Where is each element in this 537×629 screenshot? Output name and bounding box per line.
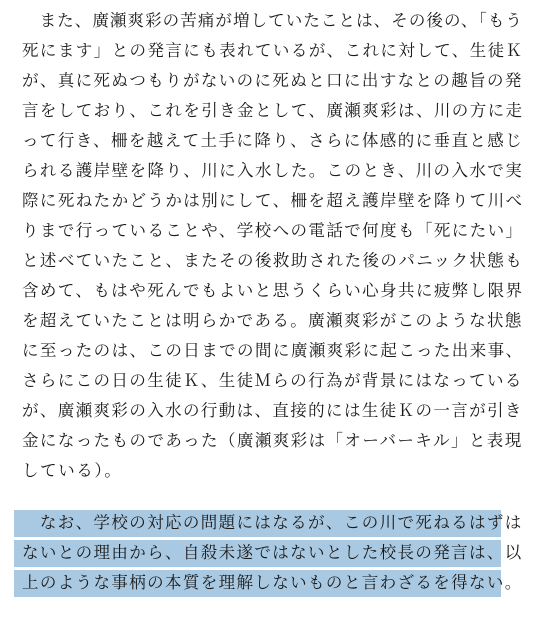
- text-line: 金になったものであった（廣瀬爽彩は「オーバーキル」と表現: [22, 431, 523, 450]
- text-line: が、廣瀬爽彩の入水の行動は、直接的には生徒Ｋの一言が引き: [22, 401, 523, 420]
- text-line: している）。: [22, 461, 123, 480]
- text-line: 上のような事柄の本質を理解しないものと言わざるを得ない。: [22, 573, 523, 592]
- text-line: が、真に死ぬつもりがないのに死ぬと口に出すなとの趣旨の発: [22, 71, 523, 90]
- text-line: ないとの理由から、自殺未遂ではないとした校長の発言は、以: [22, 543, 523, 562]
- text-line: られる護岸壁を降り、川に入水した。このとき、川の入水で実: [22, 161, 524, 180]
- text-line: りまで行っていることや、学校への電話で何度も「死にたい」: [22, 221, 524, 240]
- text-line: なお、学校の対応の問題にはなるが、この川で死ねるはずは: [22, 513, 523, 532]
- text-line: と述べていたこと、またその後救助された後のパニック状態も: [22, 251, 524, 270]
- text-line: 言をしており、これを引き金として、廣瀬爽彩は、川の方に走: [22, 101, 524, 120]
- text-line: って行き、柵を越えて土手に降り、さらに体感的に垂直と感じ: [22, 131, 524, 150]
- text-line: 死にます」との発言にも表れているが、これに対して、生徒Ｋ: [22, 41, 524, 60]
- text-line: さらにこの日の生徒Ｋ、生徒Ｍらの行為が背景にはなっている: [22, 371, 523, 390]
- text-line: 含めて、もはや死んでもよいと思うくらい心身共に疲弊し限界: [22, 281, 524, 300]
- text-line: 際に死ねたかどうかは別にして、柵を超え護岸壁を降りて川べ: [22, 191, 524, 210]
- text-line: に至ったのは、この日までの間に廣瀬爽彩に起こった出来事、: [22, 341, 524, 360]
- text-line: また、廣瀬爽彩の苦痛が増していたことは、その後の、「もう: [22, 11, 523, 30]
- text-line: を超えていたことは明らかである。廣瀬爽彩がこのような状態: [22, 311, 523, 330]
